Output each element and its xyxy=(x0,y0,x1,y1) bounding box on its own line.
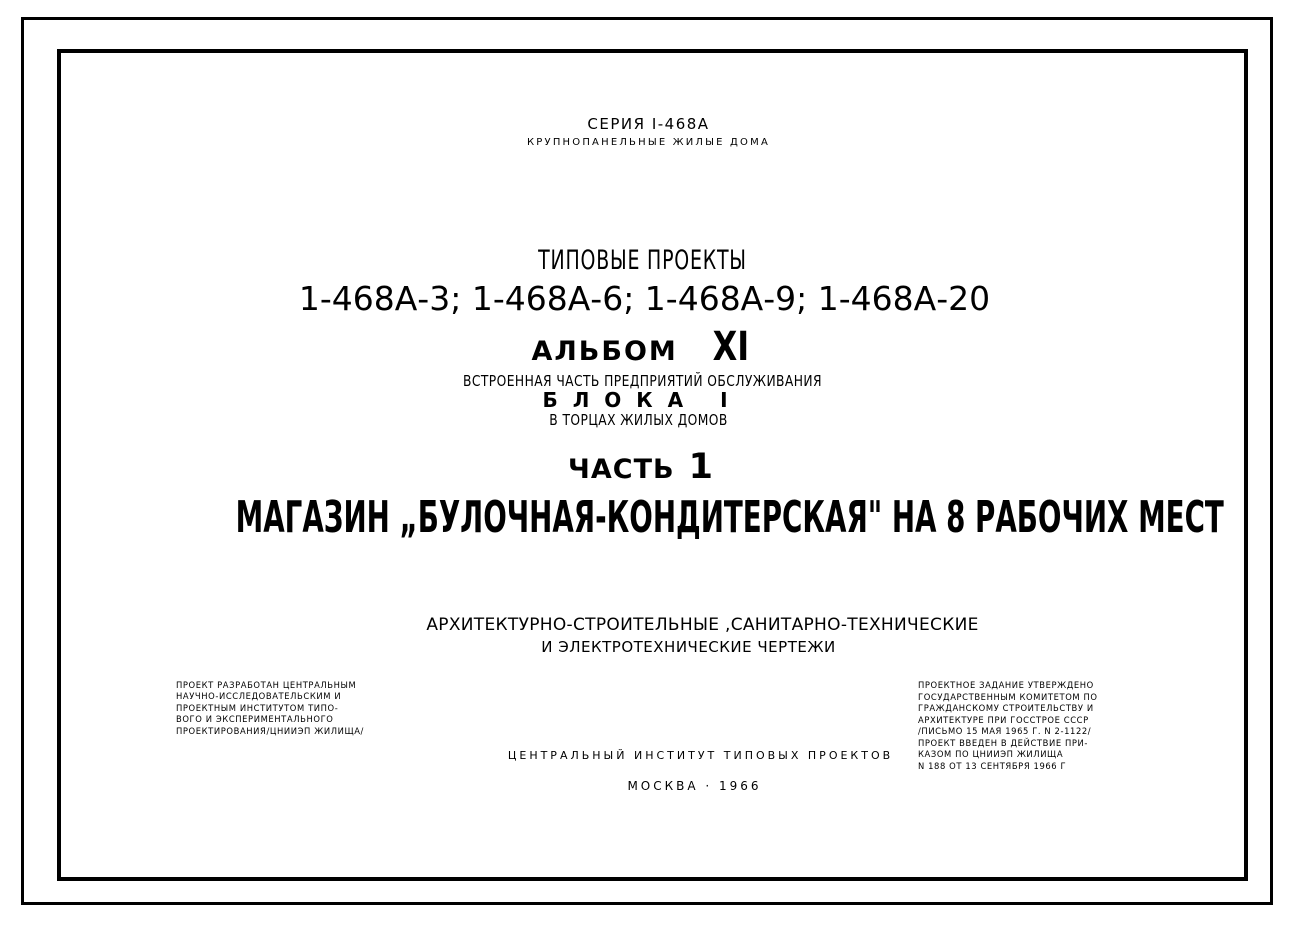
developer-note-line: НАУЧНО-ИССЛЕДОВАТЕЛЬСКИМ И xyxy=(176,691,342,702)
series-subtitle: КРУПНОПАНЕЛЬНЫЕ ЖИЛЫЕ ДОМА xyxy=(527,137,770,148)
part-heading xyxy=(45,447,1236,487)
city-year: МОСКВА · 1966 xyxy=(627,779,762,793)
institute-name: ЦЕНТРАЛЬНЫЙ ИНСТИТУТ ТИПОВЫХ ПРОЕКТОВ xyxy=(507,749,894,762)
part-number: 1 xyxy=(688,447,713,487)
approval-note-line: ГРАЖДАНСКОМУ СТРОИТЕЛЬСТВУ И xyxy=(918,703,1094,713)
in-ends-text: В ТОРЦАХ ЖИЛЫХ ДОМОВ xyxy=(549,411,728,429)
developer-note-line: ВОГО И ЭКСПЕРИМЕНТАЛЬНОГО xyxy=(176,714,334,725)
typical-projects-heading: ТИПОВЫЕ ПРОЕКТЫ xyxy=(538,245,747,276)
drawings-line-1: АРХИТЕКТУРНО-СТРОИТЕЛЬНЫЕ ,САНИТАРНО-ТЕХНИЧЕСКИЕ xyxy=(426,615,979,635)
approval-note-line: /ПИСЬМО 15 МАЯ 1965 Г. N 2-1122/ xyxy=(918,726,1092,736)
approval-note-line: N 188 ОТ 13 СЕНТЯБРЯ 1966 Г xyxy=(918,760,1067,771)
developer-note-line: ПРОЕКТНЫМ ИНСТИТУТОМ ТИПО- xyxy=(176,702,339,713)
album-number: XI xyxy=(712,324,749,370)
series-label: СЕРИЯ I-468А xyxy=(587,115,710,133)
album-word: АЛЬБОМ xyxy=(531,336,678,367)
developer-note-line: ПРОЕКТИРОВАНИЯ/ЦНИИЭП ЖИЛИЩА/ xyxy=(176,725,364,736)
part-word: ЧАСТЬ xyxy=(568,454,675,485)
shop-title: МАГАЗИН „БУЛОЧНАЯ-КОНДИТЕРСКАЯ" НА 8 РАБОЧИХ МЕСТ xyxy=(235,492,1224,543)
approval-note-line: ПРОЕКТНОЕ ЗАДАНИЕ УТВЕРЖДЕНО xyxy=(918,680,1094,690)
developer-note-line: ПРОЕКТ РАЗРАБОТАН ЦЕНТРАЛЬНЫМ xyxy=(176,680,357,690)
built-in-part-text: ВСТРОЕННАЯ ЧАСТЬ ПРЕДПРИЯТИЙ ОБСЛУЖИВАНИЯ xyxy=(463,372,822,390)
developer-note xyxy=(176,680,364,737)
approval-note-line: ПРОЕКТ ВВЕДЕН В ДЕЙСТВИЕ ПРИ- xyxy=(918,737,1089,748)
album-heading xyxy=(47,324,1238,370)
project-codes: 1-468А-3; 1-468А-6; 1-468А-9; 1-468А-20 xyxy=(298,279,991,318)
approval-note-line: ГОСУДАРСТВЕННЫМ КОМИТЕТОМ ПО xyxy=(918,691,1098,702)
blocks-heading: БЛОКА I xyxy=(542,388,743,412)
drawings-line-2: И ЭЛЕКТРОТЕХНИЧЕСКИЕ ЧЕРТЕЖИ xyxy=(541,638,836,656)
approval-note-line: КАЗОМ ПО ЦНИИЭП ЖИЛИЩА xyxy=(918,749,1064,759)
approval-note-line: АРХИТЕКТУРЕ ПРИ ГОССТРОЕ СССР xyxy=(918,714,1089,725)
